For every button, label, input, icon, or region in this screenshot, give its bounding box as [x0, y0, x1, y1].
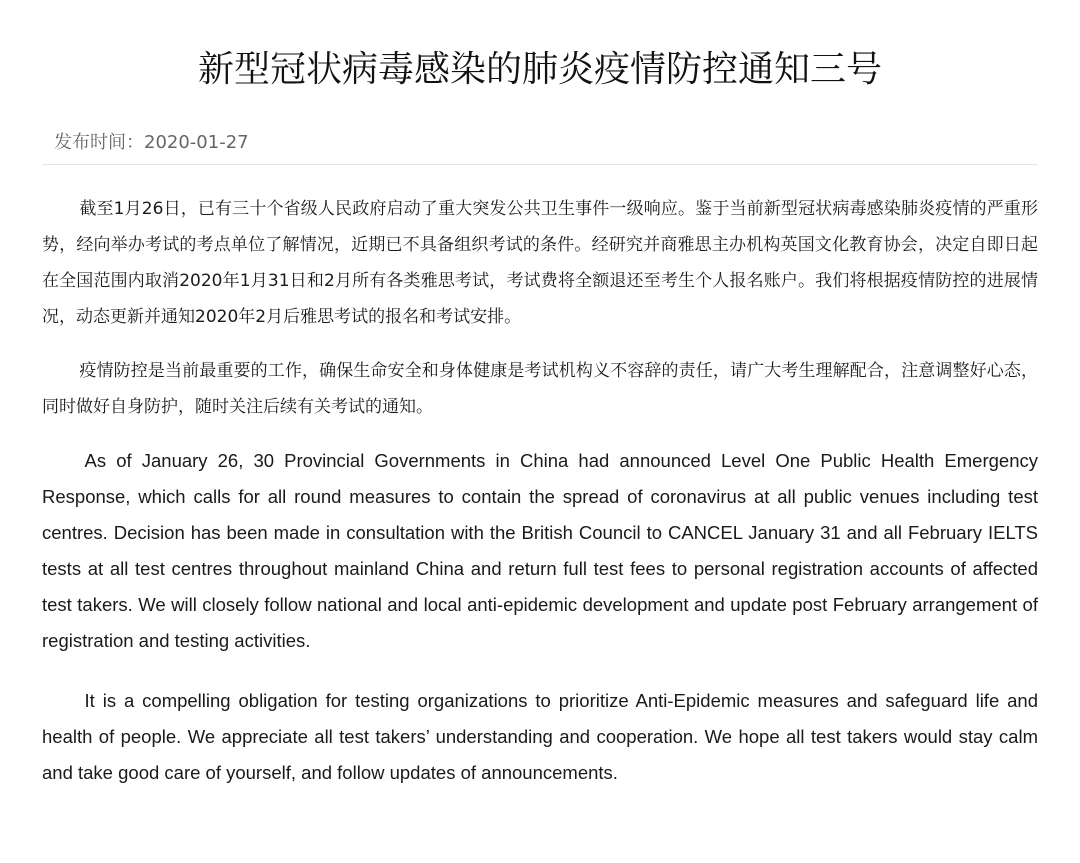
publish-info: [42, 130, 1038, 165]
publish-date: 2020-01-27: [144, 132, 249, 153]
paragraph-cn-2: 疫情防控是当前最重要的工作，确保生命安全和身体健康是考试机构义不容辞的责任，请广大考生理解配合，注意调整好心态，同时做好自身防护，随时关注后续有关考试的通知。: [42, 361, 1038, 417]
publish-label: 发布时间：: [54, 132, 144, 153]
notice-title: 新型冠状病毒感染的肺炎疫情防控通知三号: [197, 49, 882, 90]
paragraph-en-1: As of January 26, 30 Provincial Governments in China had announced Level One Public Health Emergency Response, which calls for all round measures to contain the spread of coronavirus at all public venues including test centres. Decision has been made in consultation with the British Council to CANCEL January 31 and all February IELTS tests at all test centres throughout mainland China and return full test fees to personal registration accounts of affected test takers. We will closely follow national and local anti-epidemic development and update post February arrangement of registration and testing activities.: [42, 450, 1038, 651]
paragraph-cn-1: 截至1月26日，已有三十个省级人民政府启动了重大突发公共卫生事件一级响应。鉴于当前新型冠状病毒感染肺炎疫情的严重形势，经向举办考试的考点单位了解情况，近期已不具备组织考试的条件。经研究并商雅思主办机构英国文化教育协会，决定自即日起在全国范围内取消2020年1月31日和2月所有各类雅思考试，考试费将全额退还至考生个人报名账户。我们将根据疫情防控的进展情况，动态更新并通知2020年2月后雅思考试的报名和考试安排。: [42, 199, 1038, 327]
paragraph-en-2: It is a compelling obligation for testing organizations to prioritize Anti-Epidemic measures and safeguard life and health of people. We appreciate all test takers’ understanding and cooperation. We hope all test takers would stay calm and take good care of yourself, and follow updates of announcements.: [42, 690, 1038, 783]
notice-body: [42, 191, 1038, 791]
